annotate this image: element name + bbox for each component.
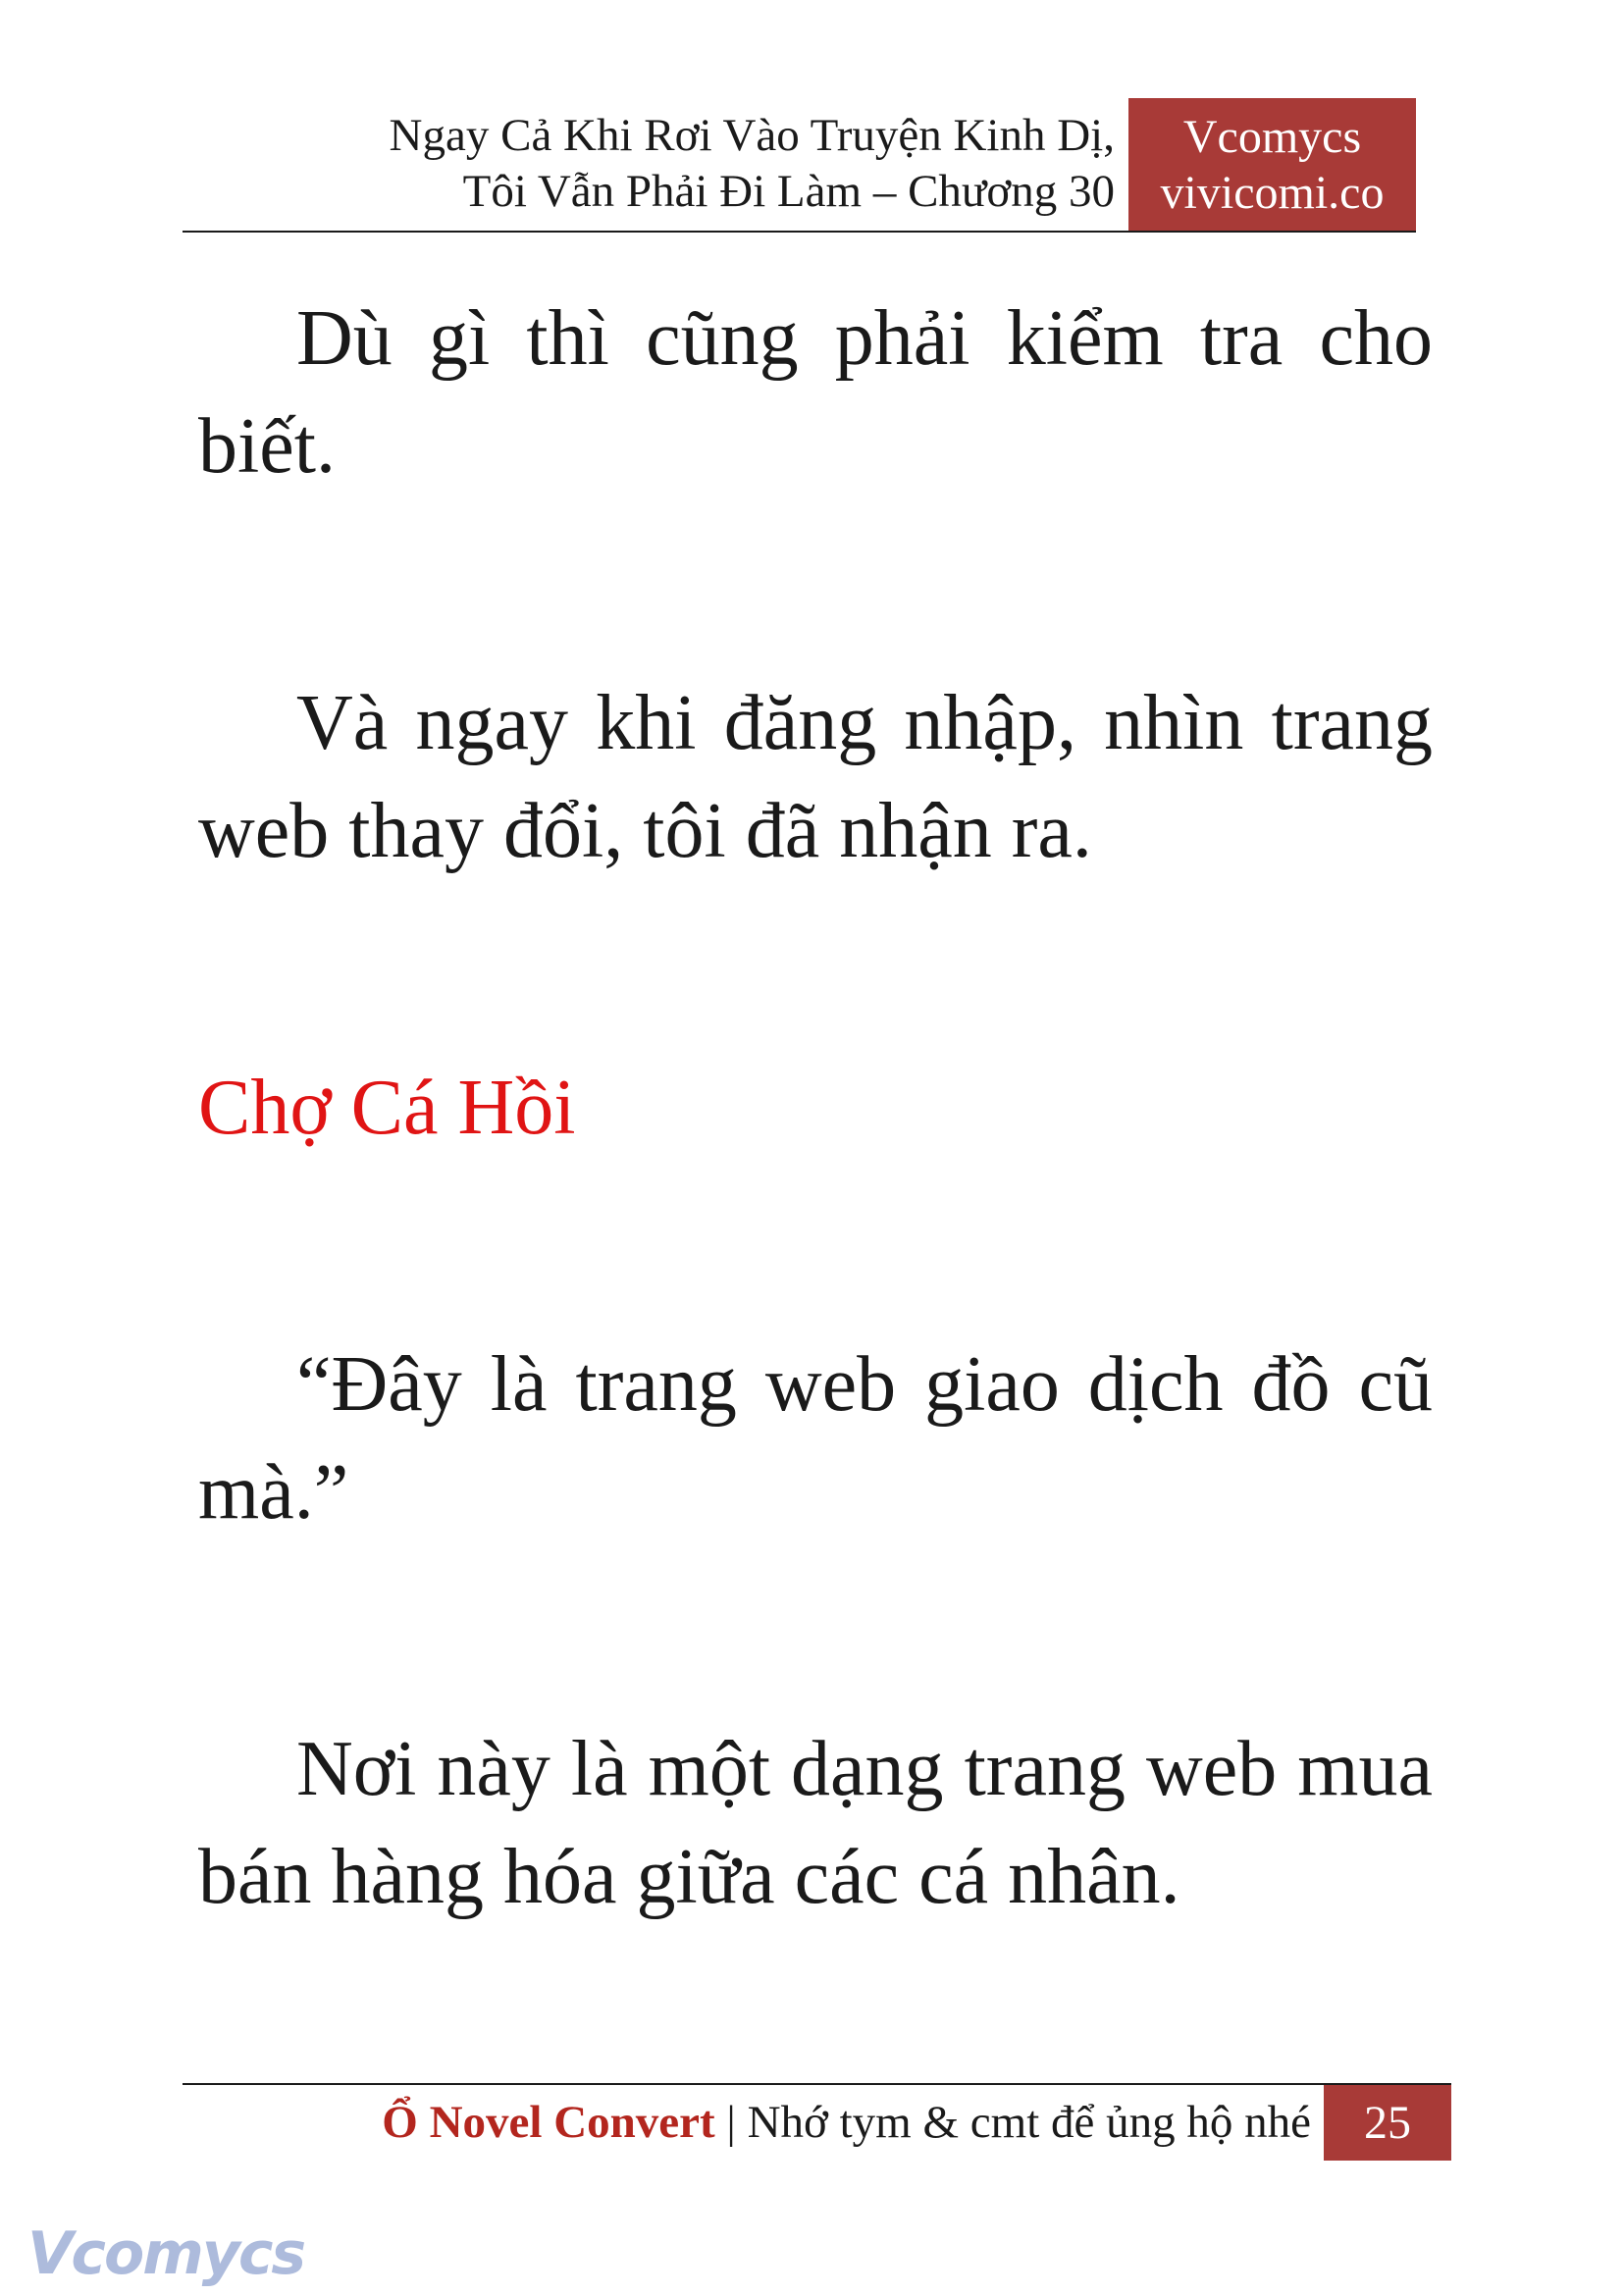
footer-divider: [183, 2083, 1451, 2085]
header-title-line1: Ngay Cả Khi Rơi Vào Truyện Kinh Dị,: [389, 110, 1115, 161]
paragraph: Dù gì thì cũng phải kiểm tra cho biết.: [198, 295, 1433, 490]
paragraph: “Đây là trang web giao dịch đồ cũ mà.”: [198, 1341, 1433, 1536]
paragraph: Và ngay khi đăng nhập, nhìn trang web thay đổi, tôi đã nhận ra.: [198, 680, 1433, 874]
header-brand-name: Vcomycs: [1182, 111, 1362, 163]
paragraph: Nơi này là một dạng trang web mua bán hàng hóa giữa các cá nhân.: [198, 1726, 1433, 1920]
header-title: [183, 108, 1115, 220]
header-divider: [183, 231, 1416, 233]
page-content: [198, 285, 1433, 2100]
page-number: 25: [1324, 2085, 1451, 2161]
footer-message: Nhớ tym & cmt để ủng hộ nhé: [747, 2097, 1311, 2148]
header-brand-box: [1128, 98, 1416, 232]
footer-brand: Ổ Novel Convert: [382, 2097, 715, 2148]
footer-text: [183, 2093, 1311, 2152]
header-title-line2: Tôi Vẫn Phải Đi Làm – Chương 30: [462, 166, 1115, 217]
header-brand-url: vivicomi.co: [1160, 167, 1385, 219]
footer-separator: |: [714, 2097, 748, 2148]
section-heading: Chợ Cá Hồi: [198, 1065, 576, 1151]
watermark-logo: Vcomycs: [27, 2219, 305, 2288]
